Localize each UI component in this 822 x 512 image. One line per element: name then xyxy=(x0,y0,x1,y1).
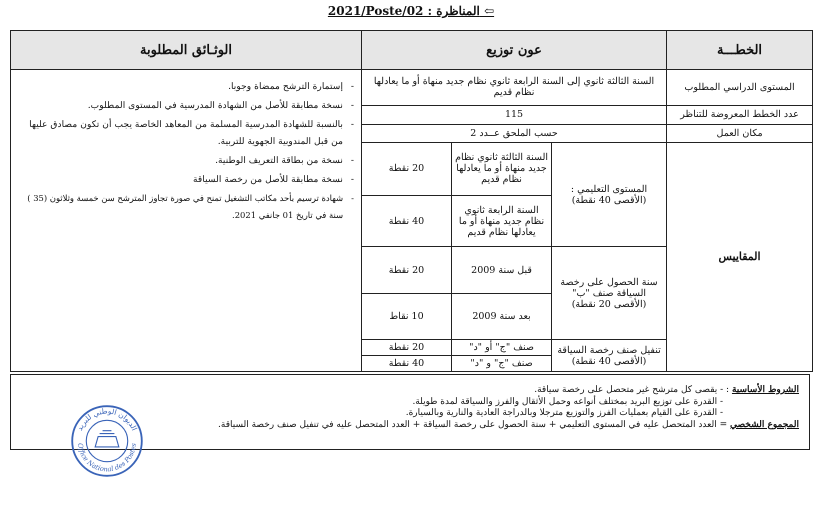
post-logo-lines xyxy=(100,431,115,434)
education-title xyxy=(552,142,667,247)
education-points: 40 نقطة xyxy=(362,195,452,247)
license-year-title xyxy=(552,247,667,340)
license-year-title-text: سنة الحصول على رخصة السياقة صنف "ب" xyxy=(560,276,658,299)
license-class-points: 40 نقطة xyxy=(362,356,452,372)
workplace-label: مكان العمل xyxy=(667,124,813,142)
documents-cell xyxy=(11,70,362,372)
office-stamp xyxy=(70,404,144,478)
total-score-text: = العدد المتحصل عليه في المستوى التعليمي + سنة الحصول على رخصة السياقة + العدد المتحصل عليه في تنفيل صنف رخصة السياقة. xyxy=(218,419,730,430)
level-row xyxy=(11,70,813,106)
basic-conditions-label: الشروط الأساسية xyxy=(731,385,799,395)
education-max: (الأقصى 40 نقطة) xyxy=(571,194,647,206)
license-class-desc: صنف "ج" أو "د" xyxy=(452,340,552,356)
stamp-arabic-text: الديوان الوطني للبريد xyxy=(75,406,140,432)
level-label: المستوى الدراسي المطلوب xyxy=(667,70,813,106)
stamp-inner-ring xyxy=(86,420,127,461)
license-year-max: (الأقصى 20 نقطة) xyxy=(571,298,647,310)
workplace-value: حسب الملحق عــدد 2 xyxy=(362,124,667,142)
education-desc: السنة الرابعة ثانوي نظام جديد منهاة أو ما يعادلها نظام قديم xyxy=(452,195,552,247)
license-year-desc: بعد سنة 2009 xyxy=(452,293,552,339)
header-post: عون توزيع xyxy=(362,31,667,70)
post-logo-icon xyxy=(95,437,119,447)
license-year-points: 10 نقاط xyxy=(362,293,452,339)
document-item: - إستمارة الترشح ممضاة وجوبا. xyxy=(17,78,343,95)
basic-conditions-line xyxy=(11,385,799,397)
level-value: السنة الثالثة ثانوي إلى السنة الرابعة ثانوي نظام جديد منهاة أو ما يعادلها نظام قديم xyxy=(362,70,667,106)
document-item: - شهادة ترسيم بأحد مكاتب التشغيل تمنح في صورة تجاوز المترشح سن خمسة وثلاثون (35 ) سنة في تاريخ 01 جانفي 2021. xyxy=(17,190,343,224)
license-class-title-text: تنفيل صنف رخصة السياقة xyxy=(557,344,661,356)
header-plan: الخطـــة xyxy=(667,31,813,70)
license-class-desc: صنف "ج" و "د" xyxy=(452,356,552,372)
competition-table xyxy=(10,30,813,372)
document-item: - نسخة مطابقة للأصل من الشهادة المدرسية في المستوى المطلوب. xyxy=(17,97,343,114)
basic-condition: - القدرة على توزيع البريد بمختلف أنواعه وحمل الأثقال والفرز والسياقة لمدة طويلة. xyxy=(412,396,723,407)
criteria-label: المقاييس xyxy=(667,142,813,371)
header-docs: الوثـائق المطلوبة xyxy=(11,31,362,70)
plans-label: عدد الخطط المعروضة للتناظر xyxy=(667,105,813,124)
stamp-latin-text: Office National des Postes xyxy=(76,442,138,474)
basic-condition: - القدرة على القيام بعمليات الفرز والتوزيع مترجلا وبالدراجة العادية والنارية وبالسيارة. xyxy=(405,408,723,418)
stamp-outer-ring xyxy=(72,406,142,476)
license-class-max: (الأقصى 40 نقطة) xyxy=(571,355,647,367)
basic-condition: : - يقصى كل مترشح غير متحصل على رخصة سياقة. xyxy=(534,385,730,395)
document-item: - نسخة مطابقة للأصل من رخصة السياقة xyxy=(17,171,343,188)
total-score-label: المجموع الشخصي xyxy=(730,419,799,430)
education-points: 20 نقطة xyxy=(362,142,452,195)
license-year-points: 20 نقطة xyxy=(362,247,452,293)
document-item: - بالنسبة للشهادة المدرسية المسلمة من المعاهد الخاصة يجب أن تكون مصادق عليها من قبل المندوبية الجهوية للتربية. xyxy=(17,116,343,150)
education-title-text: المستوى التعليمي : xyxy=(570,183,648,195)
document-item: - نسخة من بطاقة التعريف الوطنية. xyxy=(17,152,343,169)
license-year-desc: قبل سنة 2009 xyxy=(452,247,552,293)
header-row xyxy=(11,31,813,70)
documents-list xyxy=(17,78,355,224)
page-heading: 2021/Poste/02 : المناظرة ⇦ xyxy=(327,4,495,18)
license-class-title xyxy=(552,340,667,372)
license-class-points: 20 نقطة xyxy=(362,340,452,356)
education-desc: السنة الثالثة ثانوي نظام جديد منهاة أو ما يعادلها نظام قديم xyxy=(452,142,552,195)
plans-value: 115 xyxy=(362,105,667,124)
